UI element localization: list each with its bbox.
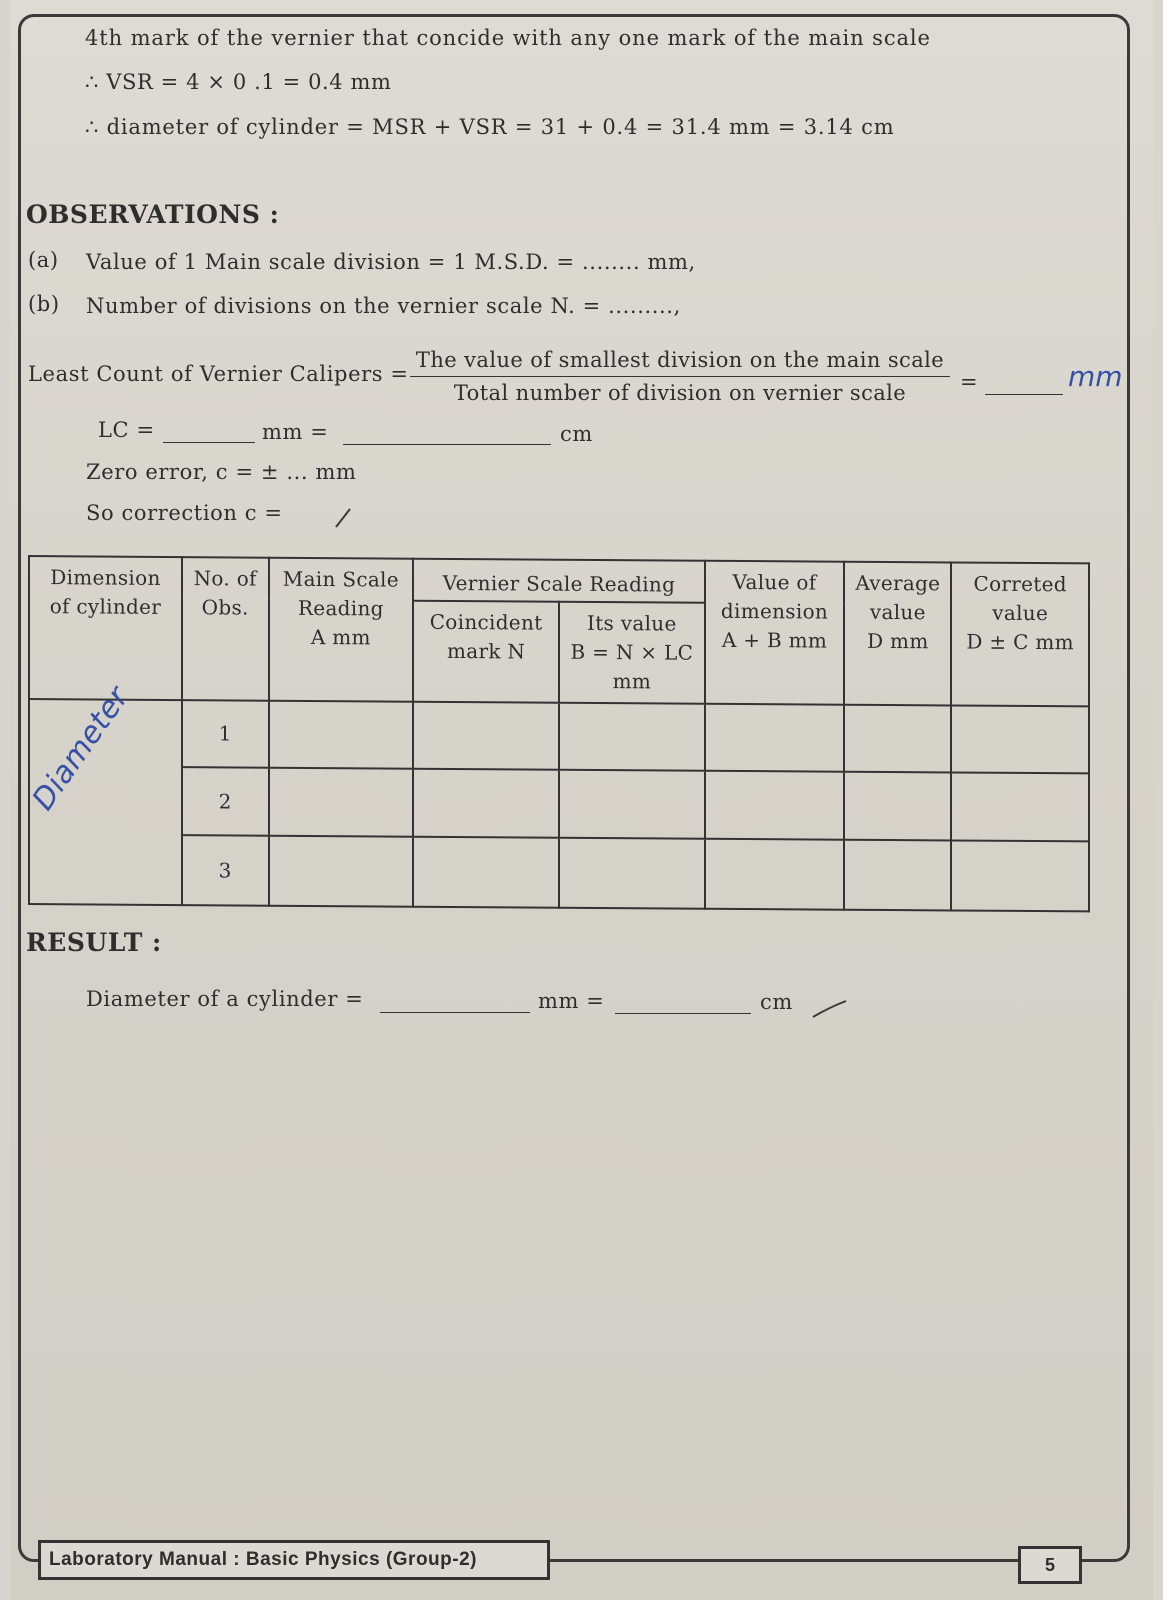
lc-line-label: LC = [98,418,155,442]
cell [951,705,1089,774]
worksheet-page [10,0,1153,1600]
table-row [29,834,1089,911]
cell [559,702,705,771]
cell [705,839,845,910]
result-mm-blank [380,988,530,1013]
result-heading: RESULT : [26,928,162,957]
result-text: Diameter of a cylinder = [86,987,364,1011]
cell [844,840,951,911]
lc-line-mm: mm = [262,420,329,444]
cell [413,769,559,838]
header-obs: No. of Obs. [182,557,269,700]
cell [844,772,951,840]
header-coincident: Coincident mark N [413,601,559,703]
cell [951,773,1089,842]
lc-equals: = [960,370,979,394]
lc-handwritten-unit: mm [1068,360,1123,393]
table-row [29,699,1089,774]
intro-line-1: 4th mark of the vernier that concide with any one mark of the main scale [85,26,931,50]
least-count-label: Least Count of Vernier Calipers = [28,362,409,386]
obs-number: 2 [182,768,269,836]
obs-number: 1 [182,700,269,768]
handwritten-tick-mark [332,505,356,531]
cell [269,836,414,907]
header-vernier-group: Vernier Scale Reading [413,559,704,603]
result-cm: cm [760,990,793,1014]
obs-number: 3 [182,835,269,905]
cell [413,837,559,908]
result-cm-blank [615,989,751,1014]
lc-denominator: Total number of division on vernier scale [453,381,907,405]
lc-line-cm: cm [560,422,593,446]
handwritten-diameter: Diameter [25,680,137,817]
obs-b-label: (b) [28,292,60,316]
cell [559,770,705,839]
header-dimension: Dimension of cylinder [29,556,182,700]
table-row [29,766,1089,841]
header-value-of-dimension: Value of dimension A + B mm [705,561,845,705]
cell [844,704,951,772]
obs-a-label: (a) [28,248,59,272]
result-mm: mm = [538,989,605,1013]
cell [413,701,559,770]
observation-table [25,555,1090,912]
handwritten-check-mark [810,998,850,1020]
least-count-fraction [410,348,950,405]
cell [705,704,845,773]
cell [951,841,1089,912]
lc-numerator: The value of smallest division on the main scale [410,348,950,377]
cell [705,771,845,840]
cell [269,768,414,837]
obs-a-text: Value of 1 Main scale division = 1 M.S.D. = ........ mm, [86,250,696,274]
cell [269,700,414,769]
dimension-cell [25,680,182,905]
obs-b-text: Number of divisions on the vernier scale N. = ........., [86,294,681,318]
observations-heading: OBSERVATIONS : [26,200,280,229]
cell [559,838,705,909]
header-main-scale: Main Scale Reading A mm [269,558,414,702]
header-average: Average value D mm [844,562,951,706]
header-corrected: Correted value D ± C mm [951,562,1089,706]
intro-line-3: ∴ diameter of cylinder = MSR + VSR = 31 + 0.4 = 31.4 mm = 3.14 cm [85,115,895,139]
correction-text: So correction c = [86,501,283,525]
lc-cm-blank [343,420,551,445]
lc-mm-blank [163,418,255,443]
header-its-value: Its value B = N × LC mm [559,602,705,704]
manual-title-box: Laboratory Manual : Basic Physics (Group-2) [38,1540,550,1580]
lc-answer-blank [985,370,1063,395]
intro-line-2: ∴ VSR = 4 × 0 .1 = 0.4 mm [85,70,392,94]
page-number: 5 [1018,1546,1082,1584]
zero-error-text: Zero error, c = ± ... mm [86,460,357,484]
